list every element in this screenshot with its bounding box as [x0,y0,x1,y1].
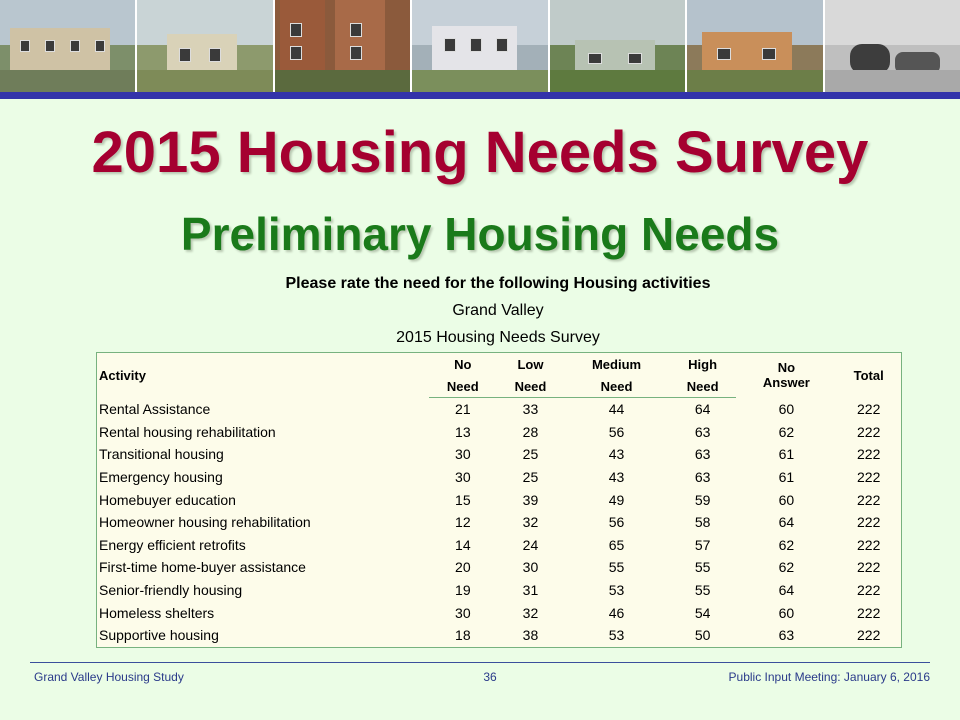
activity-cell: Homeowner housing rehabilitation [99,514,311,531]
total-cell: 222 [857,604,881,621]
high-need-cell: 55 [694,582,711,599]
photo-two-story-house [412,0,549,92]
total-cell: 222 [857,514,881,531]
high-need-cell: 64 [694,401,711,418]
no-answer-cell: 64 [778,514,795,531]
low-need-cell: 32 [522,604,539,621]
header-activity: Activity [99,367,146,383]
table-row [97,511,902,534]
no-need-cell: 15 [455,491,471,508]
no-need-cell: 21 [455,401,471,418]
medium-need-cell: 44 [608,401,625,418]
total-cell: 222 [857,559,881,576]
no-need-cell: 20 [455,559,471,576]
footer-divider [30,662,930,663]
no-need-cell: 18 [455,627,471,644]
low-need-cell: 30 [522,559,539,576]
low-need-cell: 25 [522,446,539,463]
medium-need-cell: 43 [608,446,625,463]
no-answer-cell: 61 [778,469,795,486]
table-row [97,534,902,557]
medium-need-cell: 55 [608,559,625,576]
photo-bungalow [687,0,824,92]
table-header-row-top [97,353,902,376]
no-answer-cell: 60 [778,491,795,508]
medium-need-cell: 56 [608,423,625,440]
region-label: Grand Valley [452,302,544,319]
activity-cell: Homebuyer education [99,491,236,508]
medium-need-cell: 53 [608,582,625,599]
survey-question: Please rate the need for the following Housing activities [285,275,711,292]
photo-townhouses [0,0,137,92]
activity-cell: Emergency housing [99,469,223,486]
table-row [97,579,902,602]
table-row [97,488,902,511]
total-cell: 222 [857,423,881,440]
table-row [97,443,902,466]
table-row [97,398,902,421]
page-subtitle: Preliminary Housing Needs [180,208,780,260]
footer-meeting-date: Public Input Meeting: January 6, 2016 [728,670,930,684]
total-cell: 222 [857,627,881,644]
activity-cell: Transitional housing [99,446,224,463]
header-photo-strip [0,0,960,92]
high-need-cell: 63 [694,446,711,463]
low-need-cell: 32 [522,514,539,531]
high-need-cell: 63 [694,423,711,440]
medium-need-cell: 46 [608,604,625,621]
no-need-cell: 12 [455,514,471,531]
medium-need-cell: 56 [608,514,625,531]
table-row [97,601,902,624]
no-answer-cell: 60 [778,401,795,418]
medium-need-cell: 65 [608,536,625,553]
medium-need-cell: 43 [608,469,625,486]
survey-name-label: 2015 Housing Needs Survey [396,329,600,346]
footer-page-number: 36 [483,670,497,684]
header-no-answer-top: No [777,360,796,376]
photo-old-house [137,0,274,92]
table-row [97,556,902,579]
header-no-need-bottom: Need [429,375,497,398]
header-total: Total [853,367,884,383]
high-need-cell: 63 [694,469,711,486]
activity-cell: Supportive housing [99,627,219,644]
header-no-need-top: No [454,356,472,372]
footer-study-name: Grand Valley Housing Study [34,670,184,684]
total-cell: 222 [857,469,881,486]
low-need-cell: 25 [522,469,539,486]
no-need-cell: 30 [455,446,471,463]
no-answer-cell: 62 [778,559,795,576]
no-need-cell: 19 [455,582,471,599]
no-answer-cell: 63 [778,627,795,644]
header-no-answer [736,353,836,398]
low-need-cell: 39 [522,491,539,508]
low-need-cell: 38 [522,627,539,644]
low-need-cell: 33 [522,401,539,418]
header-medium-need-bottom: Need [564,375,669,398]
activity-cell: Rental Assistance [99,401,211,418]
photo-homeless-person [825,0,960,92]
total-cell: 222 [857,446,881,463]
no-need-cell: 13 [455,423,471,440]
high-need-cell: 57 [694,536,711,553]
photo-brick-rowhouse [275,0,412,92]
page-title: 2015 Housing Needs Survey [91,120,869,185]
total-cell: 222 [857,401,881,418]
no-answer-cell: 62 [778,423,795,440]
activity-cell: Energy efficient retrofits [99,536,246,553]
table-row [97,624,902,647]
no-need-cell: 30 [455,469,471,486]
no-answer-cell: 60 [778,604,795,621]
header-high-need-bottom: Need [669,375,737,398]
photo-ranch-house [550,0,687,92]
high-need-cell: 59 [694,491,711,508]
high-need-cell: 58 [694,514,711,531]
medium-need-cell: 53 [608,627,625,644]
no-answer-cell: 64 [778,582,795,599]
high-need-cell: 55 [694,559,711,576]
header-low-need-bottom: Need [497,375,565,398]
activity-cell: Rental housing rehabilitation [99,423,276,440]
low-need-cell: 31 [522,582,539,599]
low-need-cell: 24 [522,536,539,553]
no-answer-cell: 62 [778,536,795,553]
activity-cell: First-time home-buyer assistance [99,559,306,576]
header-accent-bar [0,92,960,99]
total-cell: 222 [857,491,881,508]
total-cell: 222 [857,536,881,553]
activity-cell: Senior-friendly housing [99,582,243,599]
high-need-cell: 54 [694,604,711,621]
no-need-cell: 30 [455,604,471,621]
header-high-need-top: High [688,356,718,372]
header-low-need-top: Low [517,356,544,372]
medium-need-cell: 49 [608,491,625,508]
no-answer-cell: 61 [778,446,795,463]
table-row [97,421,902,444]
activity-cell: Homeless shelters [99,604,215,621]
low-need-cell: 28 [522,423,539,440]
header-medium-need-top: Medium [591,356,642,372]
header-no-answer-bottom: Answer [762,375,810,391]
no-need-cell: 14 [455,536,471,553]
table-row [97,466,902,489]
high-need-cell: 50 [694,627,711,644]
total-cell: 222 [857,582,881,599]
housing-needs-table [96,352,902,648]
